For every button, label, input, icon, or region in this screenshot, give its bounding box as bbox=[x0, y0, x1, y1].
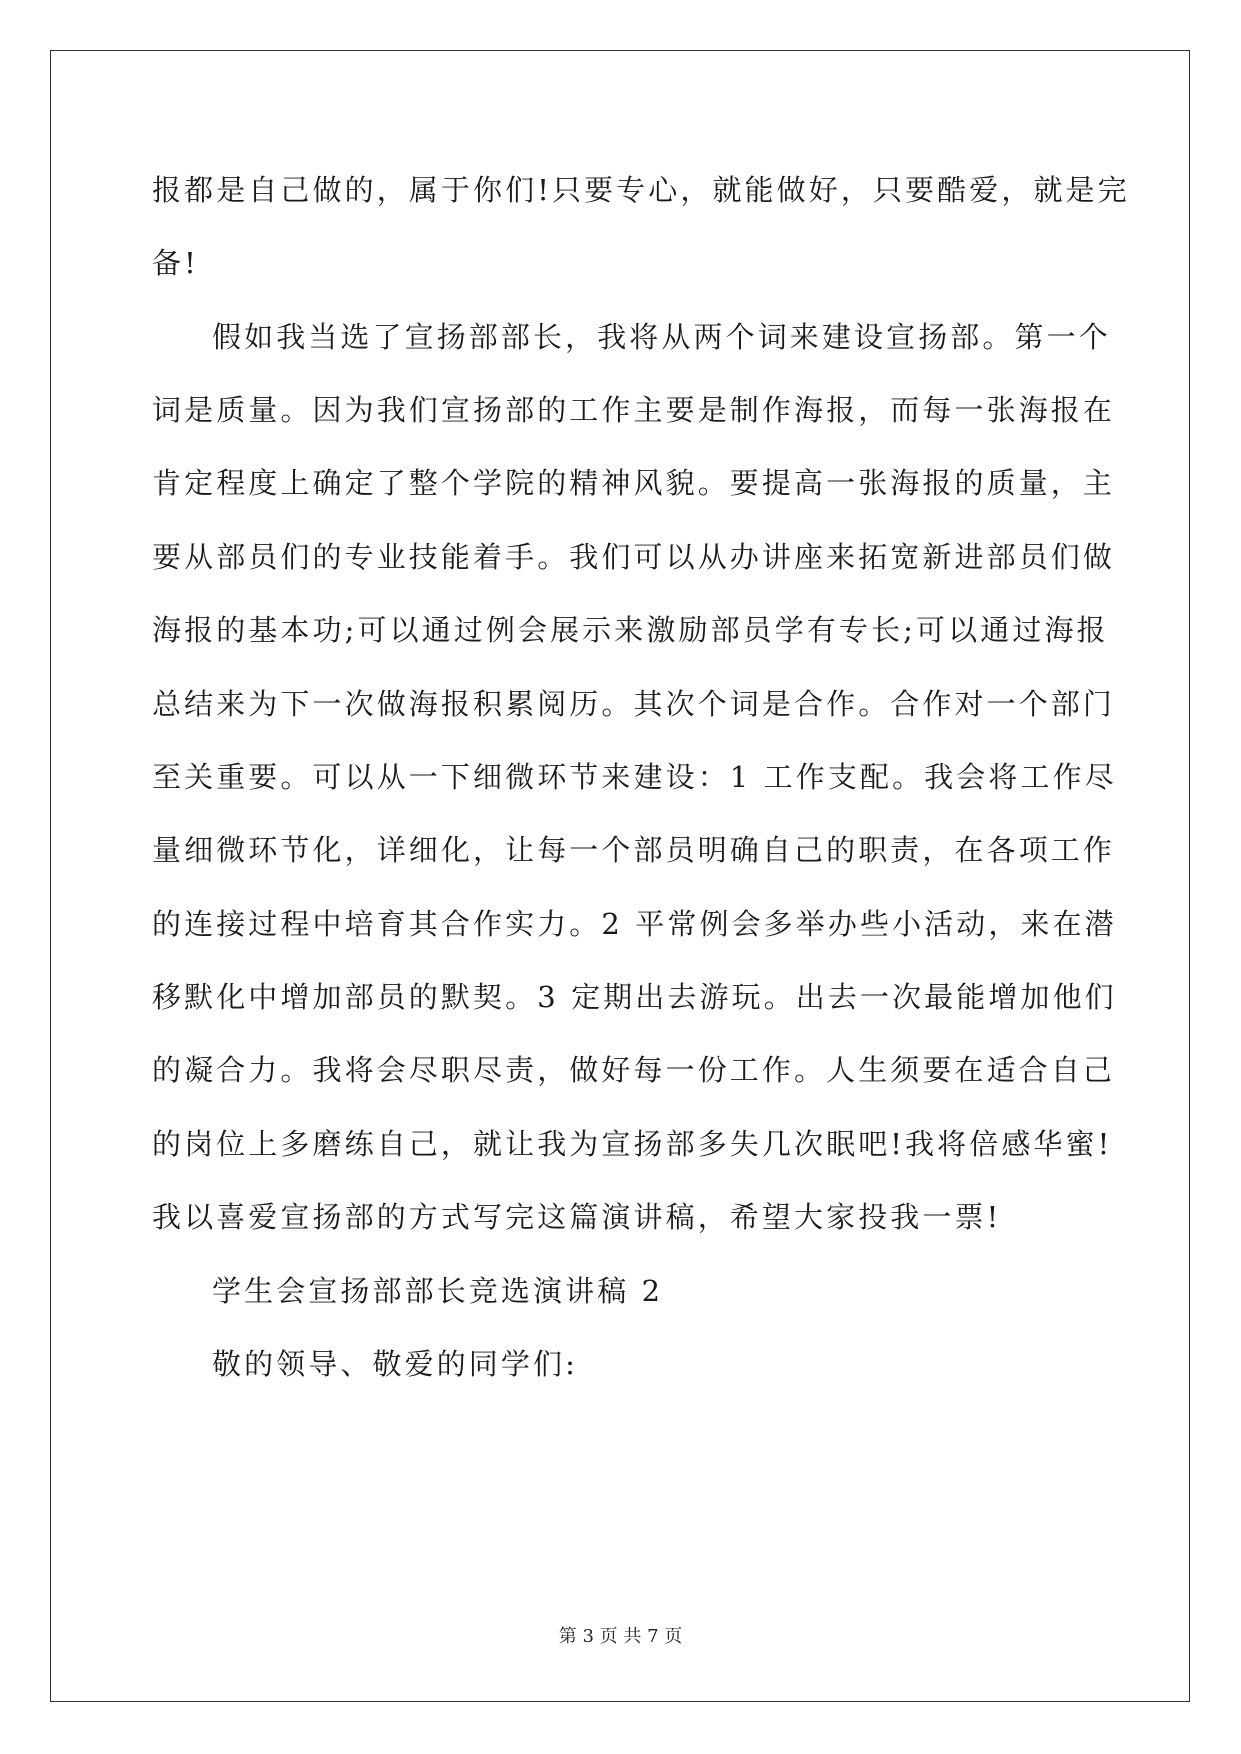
text-line: 海报的基本功;可以通过例会展示来激励部员学有专长;可以通过海报 bbox=[152, 613, 1109, 647]
page-number-footer: 第 3 页 共 7 页 bbox=[558, 1626, 683, 1647]
text-line: 移默化中增加部员的默契。3 定期出去游玩。出去一次最能增加他们 bbox=[152, 980, 1117, 1014]
text-line: 量细微环节化，详细化，让每一个部员明确自己的职责，在各项工作 bbox=[152, 833, 1116, 867]
text-line: 敬的领导、敬爱的同学们: bbox=[212, 1347, 578, 1381]
text-line: 报都是自己做的，属于你们!只要专心，就能做好，只要酷爱，就是完 bbox=[152, 173, 1130, 207]
text-line: 总结来为下一次做海报积累阅历。其次个词是合作。合作对一个部门 bbox=[152, 687, 1116, 721]
text-line: 的岗位上多磨练自己，就让我为宣扬部多失几次眠吧!我将倍感华蜜! bbox=[152, 1127, 1113, 1161]
page-border bbox=[50, 50, 1190, 1702]
text-line: 的连接过程中培育其合作实力。2 平常例会多举办些小活动，来在潜 bbox=[152, 907, 1117, 941]
section-heading: 学生会宣扬部部长竞选演讲稿 2 bbox=[212, 1274, 664, 1308]
text-line: 肯定程度上确定了整个学院的精神风貌。要提高一张海报的质量，主 bbox=[152, 466, 1116, 500]
text-line: 我以喜爱宣扬部的方式写完这篇演讲稿，希望大家投我一票! bbox=[152, 1200, 1002, 1234]
text-line: 备! bbox=[152, 246, 199, 280]
text-line: 假如我当选了宣扬部部长，我将从两个词来建设宣扬部。第一个 bbox=[212, 320, 1111, 354]
text-line: 的凝合力。我将会尽职尽责，做好每一份工作。人生须要在适合自己 bbox=[152, 1053, 1116, 1087]
text-line: 要从部员们的专业技能着手。我们可以从办讲座来拓宽新进部员们做 bbox=[152, 540, 1116, 574]
text-line: 至关重要。可以从一下细微环节来建设：1 工作支配。我会将工作尽 bbox=[152, 760, 1117, 794]
text-line: 词是质量。因为我们宣扬部的工作主要是制作海报，而每一张海报在 bbox=[152, 393, 1116, 427]
